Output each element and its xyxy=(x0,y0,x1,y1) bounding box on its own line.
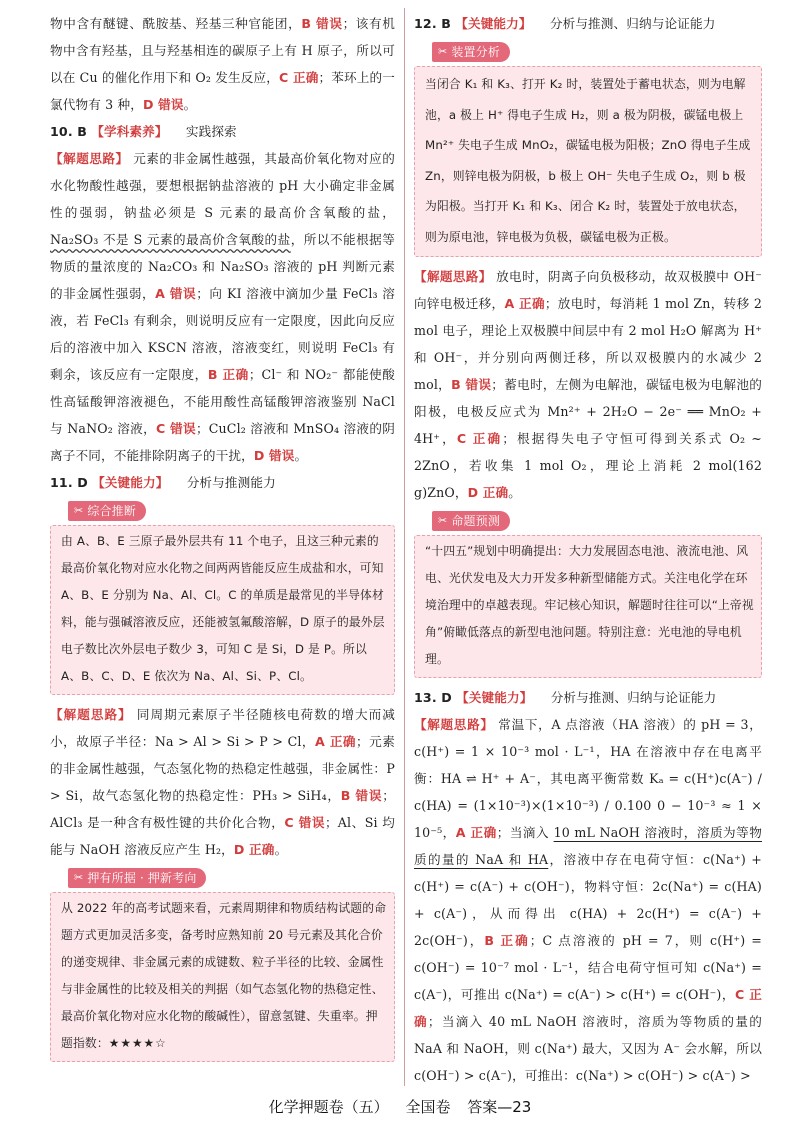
page-footer xyxy=(0,1096,800,1117)
sparkle-icon: ✂ xyxy=(74,504,84,517)
prediction-box: 从 2022 年的高考试题来看，元素周期律和物质结构试题的命题方式更加灵活多变，备考时应熟知前 20 号元素及其化合价的递变规律、非金属元素的成键数、粒子半径的比较、金属性与非金属性的比较及相关的判据（如气态氢化物的热稳定性、最高价氧化物对应水化物的酸碱性），留意氢键、失重率。押题指数：★★★★☆ xyxy=(50,892,395,1062)
paper-title: 化学押题卷（五） xyxy=(268,1098,389,1116)
inference-box: 由 A、B、E 三原子最外层共有 11 个电子，且这三种元素的最高价氧化物对应水化物之间两两皆能反应生成盐和水，可知 A、B、E 分别为 Na、Al、Cl。C 的单质是最常见的半导体材料，能与强碱溶液反应，还能被氢氟酸溶解，D 原子的最外层电子数比次外层电子数少 3，可知 C 是 Si，D 是 P。所以 A、B、C、D、E 依次为 Na、Al、Si、P、Cl。 xyxy=(50,525,395,695)
comprehensive-inference-tag: ✂ 综合推断 xyxy=(68,501,146,521)
rating-stars: ★★★★☆ xyxy=(108,1036,167,1050)
q9-continuation: 物中含有醚键、酰胺基、羟基三种官能团，B 错误；该有机物中含有羟基，且与羟基相连的碳原子上有 H 原子，所以可以在 Cu 的催化作用下和 O₂ 发生反应，C 正确；苯环上的一氯代物有 3 种，D 错误。 xyxy=(50,16,396,112)
forecast-tag: ✂ 命题预测 xyxy=(432,511,510,531)
sparkle-icon: ✂ xyxy=(438,514,448,527)
page-number: 答案—23 xyxy=(467,1098,532,1116)
device-analysis-tag: ✂ 装置分析 xyxy=(432,42,510,62)
q12-header: 12. B 【关键能力】 分析与推测、归纳与论证能力 xyxy=(414,16,716,31)
q10-solution: 【解题思路】 元素的非金属性越强，其最高价氧化物对应的水化物酸性越强，要想根据钠盐溶液的 pH 大小确定非金属性的强弱，钠盐必须是 S 元素的最高价含氧酸的盐，Na₂SO₃ 不是 S 元素的最高价含氧酸的盐，所以不能根据等物质的量浓度的 Na₂CO₃ 和 Na₂SO₃ 溶液的 pH 判断元素的非金属性强弱，A 错误；向 KI 溶液中滴加少量 FeCl₃ 溶液，若 FeCl₃ 有剩余，则说明反应有一定限度，因此向反应后的溶液中加入 KSCN 溶液，溶液变红，则说明 FeCl₃ 有剩余，该反应有一定限度，B 正确；Cl⁻ 和 NO₂⁻ 都能使酸性高锰酸钾溶液褪色，不能用酸性高锰酸钾溶液鉴别 NaCl 与 NaNO₂ 溶液，C 错误；CuCl₂ 溶液和 MnSO₄ 溶液的阴离子不同，不能排除阴离子的干扰，D 错误。 xyxy=(50,151,396,463)
left-column xyxy=(50,10,395,1068)
sparkle-icon: ✂ xyxy=(74,871,84,884)
column-divider xyxy=(404,8,405,1086)
right-column xyxy=(414,10,762,1089)
forecast-box: “十四五”规划中明确提出：大力发展固态电池、液流电池、风电、光伏发电及大力开发多种新型储能方式。关注电化学在环境治理中的卓越表现。牢记核心知识，解题时往往可以“上帝视角”俯瞰低落点的新型电池问题。特别注意：光电池的导电机理。 xyxy=(414,535,762,678)
prediction-basis-tag: ✂ 押有所据 · 押新考向 xyxy=(68,868,206,888)
q11-solution: 【解题思路】 同周期元素原子半径随核电荷数的增大而减小，故原子半径：Na > Al > Si > P > Cl，A 正确；元素的非金属性越强，气态氢化物的热稳定性越强，非金属性：P > Si，故气态氢化物的热稳定性：PH₃ > SiH₄，B 错误；AlCl₃ 是一种含有极性键的共价化合物，C 错误；Al、Si 均能与 NaOH 溶液反应产生 H₂，D 正确。 xyxy=(50,707,396,857)
q13-header: 13. D 【关键能力】 分析与推测、归纳与论证能力 xyxy=(414,690,717,705)
sparkle-icon: ✂ xyxy=(438,45,448,58)
q10-header: 10. B 【学科素养】 实践探索 xyxy=(50,124,237,139)
q13-solution: 【解题思路】 常温下，A 点溶液（HA 溶液）的 pH = 3，c(H⁺) = 1 × 10⁻³ mol · L⁻¹，HA 在溶液中存在电离平衡：HA ⇌ H⁺ + A⁻，其电离平衡常数 Kₐ = c(H⁺)c(A⁻) / c(HA) = (1×10⁻³)×(1×10⁻³) / 0.100 0 − 10⁻³ ≈ 1 × 10⁻⁵，A 正确；当滴入 10 mL NaOH 溶液时，溶质为等物质的量的 NaA 和 HA，溶液中存在电荷守恒：c(Na⁺) + c(H⁺) = c(A⁻) + c(OH⁻)，物料守恒：2c(Na⁺) = c(HA) + c(A⁻)，从而得出 c(HA) + 2c(H⁺) = c(A⁻) + 2c(OH⁻)，B 正确；C 点溶液的 pH = 7，则 c(H⁺) = c(OH⁻) = 10⁻⁷ mol · L⁻¹，结合电荷守恒可知 c(Na⁺) = c(A⁻)，可推出 c(Na⁺) = c(A⁻) > c(H⁺) = c(OH⁻)，C 正确；当滴入 40 mL NaOH 溶液时，溶质为等物质的量的 NaA 和 NaOH，则 c(Na⁺) 最大，又因为 A⁻ 会水解，所以 c(OH⁻) > c(A⁻)，可推出：c(Na⁺) > c(OH⁻) > c(A⁻) > xyxy=(414,717,763,1083)
device-analysis-box: 当闭合 K₁ 和 K₃、打开 K₂ 时，装置处于蓄电状态，则为电解池，a 极上 H⁺ 得电子生成 H₂，则 a 极为阴极，碳锰电极上 Mn²⁺ 失电子生成 MnO₂，碳锰电极为阳极；ZnO 得电子生成 Zn，则锌电极为阴极，b 极上 OH⁻ 失电子生成 O₂，则 b 极为阳极。当打开 K₁ 和 K₃、闭合 K₂ 时，装置处于放电状态，则为原电池，锌电极为负极，碳锰电极为正极。 xyxy=(414,66,762,257)
q12-solution: 【解题思路】 放电时，阴离子向负极移动，故双极膜中 OH⁻ 向锌电极迁移，A 正确；放电时，每消耗 1 mol Zn，转移 2 mol 电子，理论上双极膜中间层中有 2 mol H₂O 解离为 H⁺ 和 OH⁻，并分别向两侧迁移，所以双极膜内的水减少 2 mol，B 错误；蓄电时，左侧为电解池，碳锰电极为电解池的阳极，电极反应式为 Mn²⁺ + 2H₂O − 2e⁻ ══ MnO₂ + 4H⁺，C 正确；根据得失电子守恒可得到关系式 O₂ ~ 2ZnO，若收集 1 mol O₂，理论上消耗 2 mol(162 g)ZnO，D 正确。 xyxy=(414,269,763,500)
paper-region: 全国卷 xyxy=(405,1098,451,1116)
q11-header: 11. D 【关键能力】 分析与推测能力 xyxy=(50,475,276,490)
